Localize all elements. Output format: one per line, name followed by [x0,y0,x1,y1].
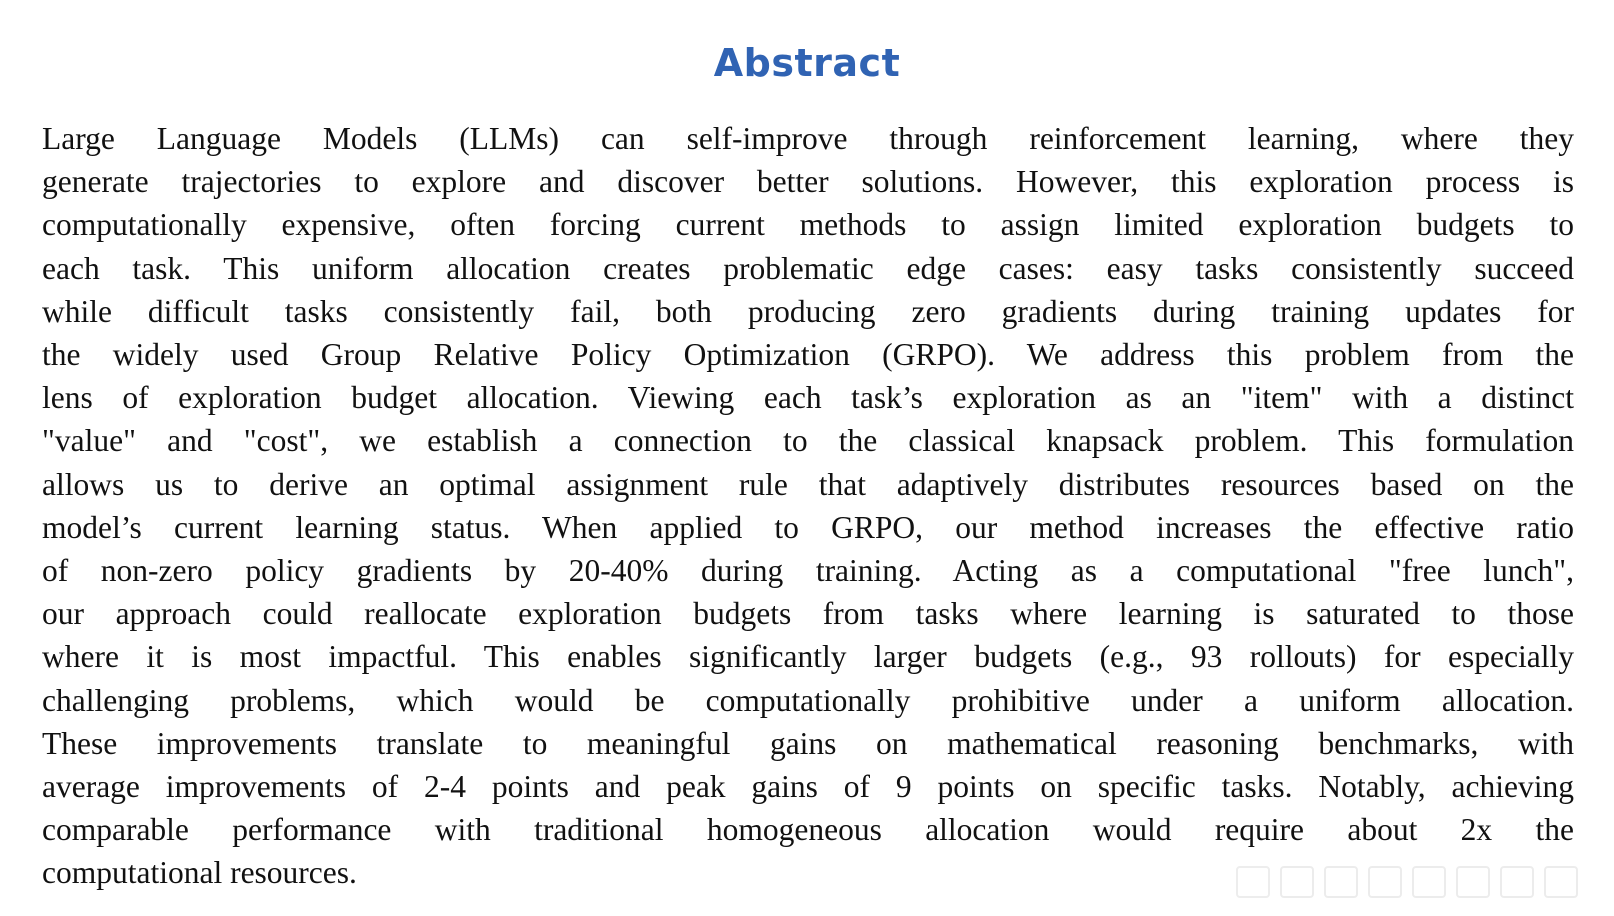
abstract-line: while difficult tasks consistently fail, both producing zero gradients during training updates for [42,293,1574,329]
abstract-line: lens of exploration budget allocation. Viewing each task’s exploration as an "item" with a distinct [42,380,1574,416]
abstract-line: model’s current learning status. When applied to GRPO, our method increases the effective ratio [42,509,1574,545]
abstract-line: Large Language Models (LLMs) can self-improve through reinforcement learning, where they [42,121,1574,156]
abstract-paragraph [42,117,1574,895]
abstract-line: "value" and "cost", we establish a connection to the classical knapsack problem. This formulation [42,423,1574,459]
watermark-glyph [1324,866,1358,898]
watermark-decoration [1236,862,1596,902]
abstract-line: the widely used Group Relative Policy Optimization (GRPO). We address this problem from the [42,337,1574,373]
watermark-glyph [1500,866,1534,898]
abstract-line: of non-zero policy gradients by 20-40% during training. Acting as a computational "free lunch", [42,553,1574,589]
abstract-line: These improvements translate to meaningful gains on mathematical reasoning benchmarks, with [42,725,1574,761]
watermark-glyph [1236,866,1270,898]
watermark-glyph [1456,866,1490,898]
abstract-line: comparable performance with traditional homogeneous allocation would require about 2x the [42,812,1574,848]
watermark-glyph [1412,866,1446,898]
watermark-glyph [1368,866,1402,898]
abstract-line: generate trajectories to explore and discover better solutions. However, this exploration process is [42,164,1574,200]
abstract-line: where it is most impactful. This enables significantly larger budgets (e.g., 93 rollouts) for especially [42,639,1574,675]
watermark-glyph [1544,866,1578,898]
abstract-line: allows us to derive an optimal assignment rule that adaptively distributes resources based on the [42,466,1574,502]
watermark-glyph [1280,866,1314,898]
abstract-line: computational resources. [42,855,357,891]
abstract-line: each task. This uniform allocation creates problematic edge cases: easy tasks consistently succeed [42,250,1574,286]
abstract-line: challenging problems, which would be computationally prohibitive under a uniform allocation. [42,682,1574,718]
abstract-line: our approach could reallocate exploration budgets from tasks where learning is saturated to those [42,596,1574,632]
abstract-heading: Abstract [713,41,901,85]
abstract-line: computationally expensive, often forcing current methods to assign limited exploration budgets to [42,207,1574,243]
abstract-line: average improvements of 2-4 points and peak gains of 9 points on specific tasks. Notably, achieving [42,769,1574,805]
